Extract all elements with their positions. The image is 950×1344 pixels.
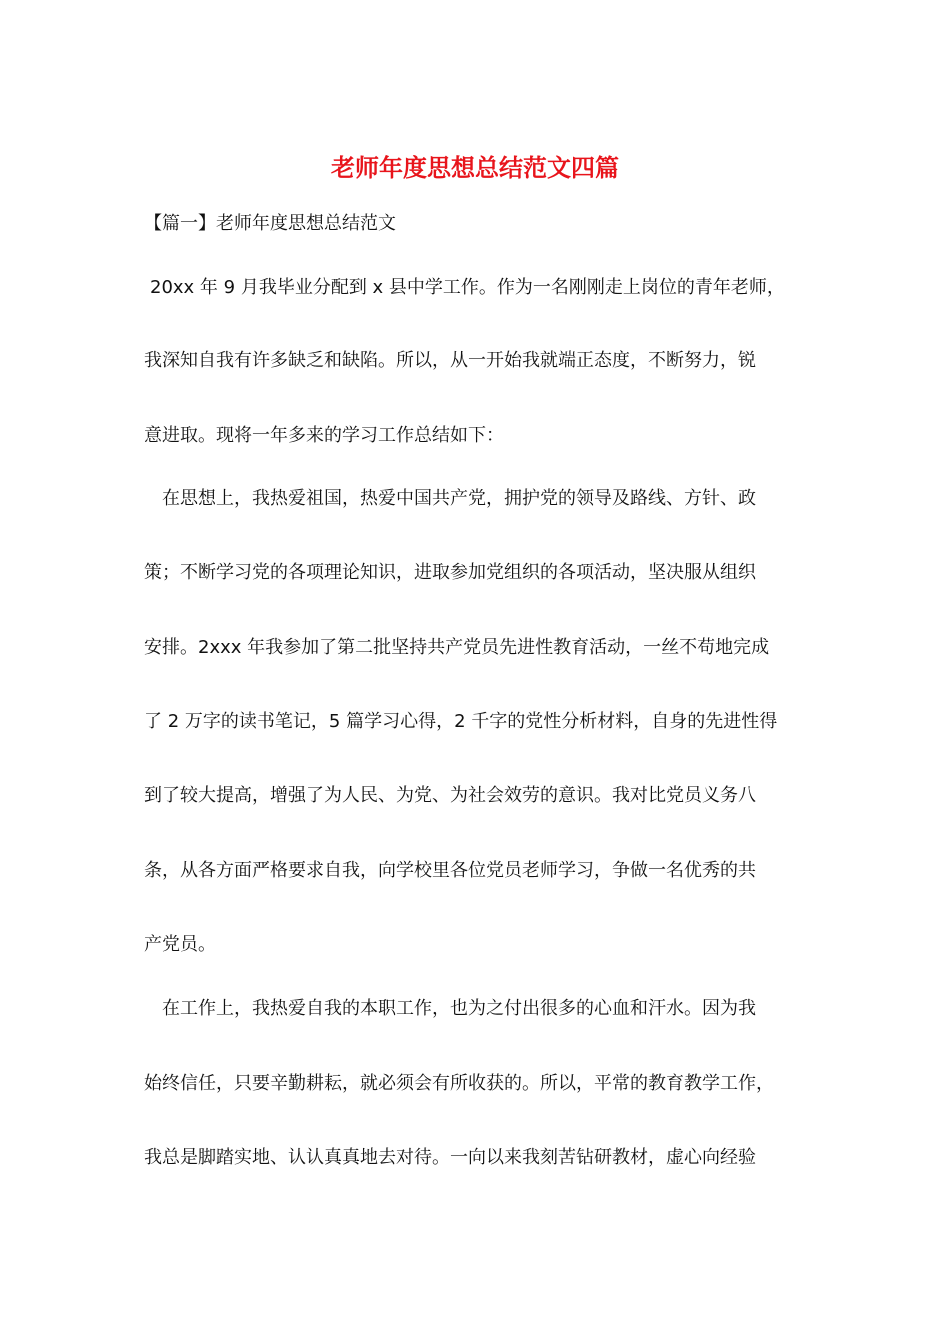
paragraph-line: 我深知自我有许多缺乏和缺陷。所以，从一开始我就端正态度，不断努力，锐	[144, 350, 756, 371]
section-heading: 【篇一】老师年度思想总结范文	[144, 213, 396, 234]
paragraph-line: 在思想上，我热爱祖国，热爱中国共产党，拥护党的领导及路线、方针、政	[162, 488, 756, 509]
paragraph-line: 了 2 万字的读书笔记，5 篇学习心得，2 千字的党性分析材料，自身的先进性得	[144, 711, 778, 732]
paragraph-line: 意进取。现将一年多来的学习工作总结如下：	[144, 425, 504, 446]
paragraph-line: 安排。2xxx 年我参加了第二批坚持共产党员先进性教育活动，一丝不苟地完成	[144, 637, 770, 658]
paragraph-line: 我总是脚踏实地、认认真真地去对待。一向以来我刻苦钻研教材，虚心向经验	[144, 1147, 756, 1168]
document-title: 老师年度思想总结范文四篇	[331, 153, 619, 182]
paragraph-line: 条，从各方面严格要求自我，向学校里各位党员老师学习，争做一名优秀的共	[144, 860, 756, 881]
paragraph-line: 始终信任，只要辛勤耕耘，就必须会有所收获的。所以，平常的教育教学工作，	[144, 1073, 774, 1094]
paragraph-line: 产党员。	[144, 934, 216, 955]
paragraph-line: 策；不断学习党的各项理论知识，进取参加党组织的各项活动，坚决服从组织	[144, 562, 756, 583]
paragraph-line: 在工作上，我热爱自我的本职工作，也为之付出很多的心血和汗水。因为我	[162, 998, 756, 1019]
paragraph-line: 20xx 年 9 月我毕业分配到 x 县中学工作。作为一名刚刚走上岗位的青年老师，	[150, 277, 785, 298]
paragraph-line: 到了较大提高，增强了为人民、为党、为社会效劳的意识。我对比党员义务八	[144, 785, 756, 806]
